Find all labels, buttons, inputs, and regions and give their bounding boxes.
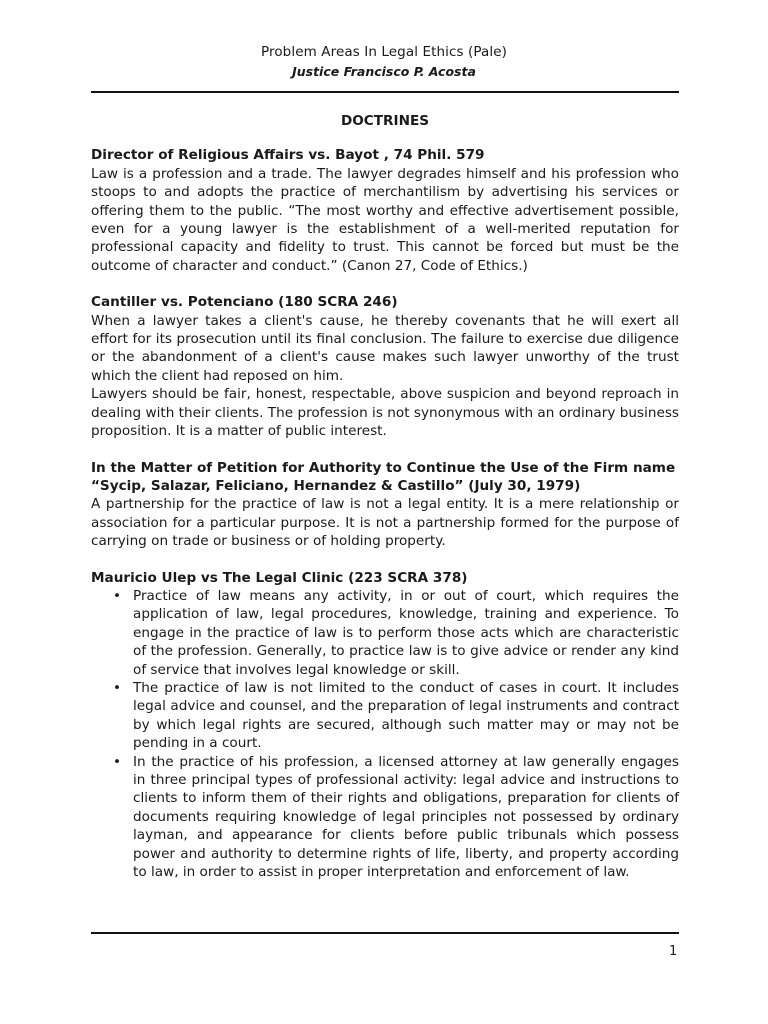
case-section-bayot — [91, 146, 679, 275]
page-number: 1 — [669, 944, 678, 959]
bullet-icon: • — [113, 587, 122, 604]
section-heading: DOCTRINES — [340, 113, 430, 129]
header-subtitle: Justice Francisco P. Acosta — [292, 64, 476, 79]
list-item-text: In the practice of his profession, a licensed attorney at law generally engages in three principal types of professional activity: legal advice and instructions to clients to inform them of their rights and obligations, preparation for clients of documents requiring knowledge of legal principles not possessed by ordinary layman, and appearance for clients before public tribunals which possess power and authority to determine rights of life, liberty, and property according to law, in order to assist in proper interpretation and enforcement of law. — [133, 753, 679, 881]
bullet-list — [91, 587, 679, 882]
header-rule — [91, 91, 679, 93]
case-paragraph: Law is a profession and a trade. The lawyer degrades himself and his profession who stoops to and adopts the practice of merchantilism by advertising his services or offering them to the public. “The most worthy and effective advertisement possible, even for a young lawyer is the establishment of a well-merited reputation for professional capacity and fidelity to trust. This cannot be forced but must be the outcome of character and conduct.” (Canon 27, Code of Ethics.) — [91, 165, 679, 274]
case-title: Director of Religious Affairs vs. Bayot , 74 Phil. 579 — [91, 147, 485, 164]
document-body — [91, 112, 679, 899]
case-title: Cantiller vs. Potenciano (180 SCRA 246) — [91, 294, 398, 311]
case-title: In the Matter of Petition for Authority to Continue the Use of the Firm name “Sycip, Salazar, Feliciano, Hernandez & Castillo” (July 30, 1979) — [91, 459, 676, 494]
list-item-text: The practice of law is not limited to the conduct of cases in court. It includes legal advice and counsel, and the preparation of legal instruments and contract by which legal rights are secured, although such matter may or may not be pending in a court. — [133, 679, 679, 752]
list-item — [91, 753, 679, 882]
header-title: Problem Areas In Legal Ethics (Pale) — [260, 44, 508, 60]
list-item — [91, 679, 679, 753]
list-item — [91, 587, 679, 679]
case-section-ulep — [91, 569, 679, 882]
case-paragraph: A partnership for the practice of law is not a legal entity. It is a mere relationship or association for a particular purpose. It is not a partnership formed for the purpose of carrying on trade or business or of holding property. — [91, 496, 679, 550]
case-section-cantiller — [91, 293, 679, 440]
bullet-icon: • — [113, 753, 122, 770]
bullet-icon: • — [113, 679, 122, 696]
list-item-text: Practice of law means any activity, in or out of court, which requires the application of law, legal procedures, knowledge, training and experience. To engage in the practice of law is to perform those acts which are characteristic of the profession. Generally, to practice law is to give advice or render any kind of service that involves legal knowledge or skill. — [133, 587, 679, 678]
case-paragraph: Lawyers should be fair, honest, respectable, above suspicion and beyond reproach in dealing with their clients. The profession is not synonymous with an ordinary business proposition. It is a matter of public interest. — [91, 386, 679, 440]
case-title: Mauricio Ulep vs The Legal Clinic (223 SCRA 378) — [91, 569, 468, 586]
case-paragraph: When a lawyer takes a client's cause, he thereby covenants that he will exert all effort for its prosecution until its final conclusion. The failure to exercise due diligence or the abandonment of a client's cause makes such lawyer unworthy of the trust which the client had reposed on him. — [91, 312, 679, 384]
footer-rule — [91, 932, 679, 934]
case-section-sycip — [91, 459, 679, 551]
